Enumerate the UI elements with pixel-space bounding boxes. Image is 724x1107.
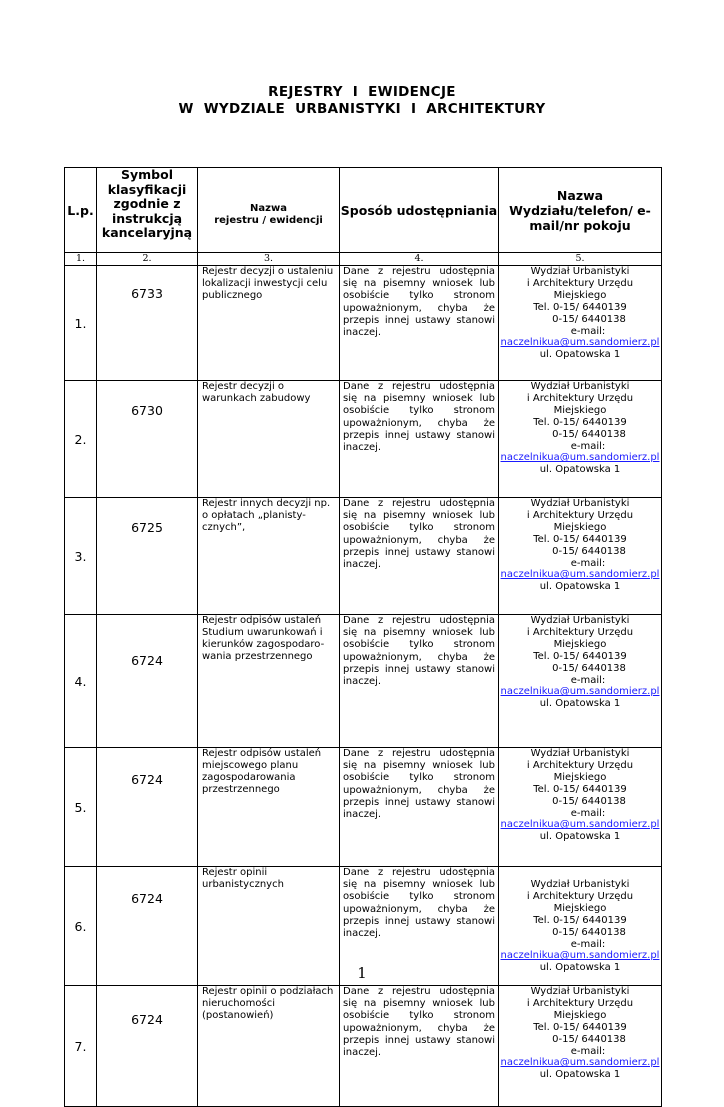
email-link[interactable]: naczelnikua@um.sandomierz.pl: [500, 569, 660, 581]
department-name-line-2: i Architektury Urzędu: [526, 997, 634, 1009]
row-lp-text: 5.: [74, 799, 87, 815]
email-label: e-mail:: [570, 674, 606, 686]
department-name-line-2: i Architektury Urzędu: [526, 890, 634, 902]
row-lp-text: 3.: [74, 548, 87, 564]
row-register-name: [198, 986, 340, 1107]
department-name-line-1: Wydział Urbanistyki: [530, 879, 630, 890]
row-symbol: [97, 615, 198, 748]
row-access-method-text: Dane z rejestru udostępnia się na pisemny wniosek lub osobiście tylko stronom upoważnionym, chyba że przepis innej ustawy stanowi inaczej.: [343, 986, 495, 1059]
row-symbol-text: 6724: [131, 891, 163, 906]
header-wydzial: Nazwa Wydziału/telefon/ e-mail/nr pokoju: [499, 168, 662, 253]
row-symbol-text: 6724: [131, 772, 163, 787]
phone-line-1: Tel. 0-15/ 6440139: [533, 416, 627, 428]
row-lp: [65, 381, 97, 498]
email-label: e-mail:: [570, 938, 606, 950]
department-name-line-2: i Architektury Urzędu: [526, 626, 634, 638]
row-symbol-text: 6733: [131, 286, 163, 301]
header-sposob: Sposób udostępniania: [340, 168, 499, 253]
row-lp-text: 4.: [74, 673, 87, 689]
department-name-line-2: i Architektury Urzędu: [526, 277, 634, 289]
email-label: e-mail:: [570, 557, 606, 569]
row-department-contact: [499, 748, 662, 867]
column-number: 3.: [198, 253, 340, 266]
column-number-row: [65, 253, 662, 266]
row-access-method-text: Dane z rejestru udostępnia się na pisemny wniosek lub osobiście tylko stronom upoważnionym, chyba że przepis innej ustawy stanowi inaczej.: [343, 266, 495, 339]
row-symbol: [97, 986, 198, 1107]
row-access-method: [340, 615, 499, 748]
row-lp-text: 7.: [74, 1038, 87, 1054]
row-symbol-text: 6724: [131, 1012, 163, 1027]
table-row: [65, 748, 662, 867]
row-register-name: [198, 748, 340, 867]
department-name-line-3: Miejskiego: [553, 521, 607, 533]
row-lp-text: 2.: [74, 431, 87, 447]
email-label: e-mail:: [570, 440, 606, 452]
row-symbol: [97, 266, 198, 381]
phone-line-2: 0-15/ 6440138: [552, 1033, 626, 1045]
phone-line-1: Tel. 0-15/ 6440139: [533, 1021, 627, 1033]
header-symbol: Symbol klasyfikacji zgodnie z instrukcją kancelaryjną: [97, 168, 198, 253]
department-name-line-1: Wydział Urbanistyki: [530, 748, 630, 759]
table-header-row: [65, 168, 662, 253]
department-name-line-1: Wydział Urbanistyki: [530, 381, 630, 392]
row-access-method: [340, 748, 499, 867]
row-access-method-text: Dane z rejestru udostępnia się na pisemny wniosek lub osobiście tylko stronom upoważnionym, chyba że przepis innej ustawy stanowi inaczej.: [343, 498, 495, 571]
header-nazwa-line-2: rejestru / ewidencji: [214, 215, 323, 226]
table-row: [65, 986, 662, 1107]
address: ul. Opatowska 1: [539, 962, 621, 974]
phone-line-1: Tel. 0-15/ 6440139: [533, 301, 627, 313]
phone-line-1: Tel. 0-15/ 6440139: [533, 783, 627, 795]
row-department-contact: [499, 498, 662, 615]
row-register-name-text: Rejestr odpisów ustaleń Studium uwarunkowań i kierunków zagospodaro-wania przestrzennego: [202, 615, 325, 662]
row-symbol: [97, 748, 198, 867]
column-number: 2.: [97, 253, 198, 266]
page-title-line-2: W WYDZIALE URBANISTYKI I ARCHITEKTURY: [178, 101, 546, 117]
header-lp: L.p.: [65, 168, 97, 253]
row-register-name: [198, 381, 340, 498]
row-register-name-text: Rejestr decyzji o warunkach zabudowy: [202, 381, 311, 404]
row-register-name-text: Rejestr decyzji o ustaleniu lokalizacji inwestycji celu publicznego: [202, 266, 334, 301]
row-access-method: [340, 498, 499, 615]
row-symbol-text: 6730: [131, 403, 163, 418]
department-name-line-1: Wydział Urbanistyki: [530, 266, 630, 277]
department-name-line-1: Wydział Urbanistyki: [530, 986, 630, 997]
email-link[interactable]: naczelnikua@um.sandomierz.pl: [500, 1057, 660, 1069]
page-title: [0, 84, 724, 118]
row-lp-text: 1.: [74, 315, 87, 331]
email-label: e-mail:: [570, 807, 606, 819]
page-title-line-1: REJESTRY I EWIDENCJE: [268, 84, 456, 100]
row-department-contact: [499, 266, 662, 381]
department-name-line-1: Wydział Urbanistyki: [530, 498, 630, 509]
address: ul. Opatowska 1: [539, 698, 621, 710]
row-register-name: [198, 266, 340, 381]
phone-line-1: Tel. 0-15/ 6440139: [533, 914, 627, 926]
column-number: 4.: [340, 253, 499, 266]
row-register-name-text: Rejestr opinii urbanistycznych: [202, 867, 284, 890]
row-lp-text: 6.: [74, 918, 87, 934]
row-register-name: [198, 615, 340, 748]
address: ul. Opatowska 1: [539, 581, 621, 593]
row-department-contact: [499, 986, 662, 1107]
address: ul. Opatowska 1: [539, 831, 621, 843]
table-row: [65, 381, 662, 498]
header-nazwa: [198, 168, 340, 253]
email-label: e-mail:: [570, 325, 606, 337]
email-link[interactable]: naczelnikua@um.sandomierz.pl: [500, 337, 660, 349]
department-name-line-1: Wydział Urbanistyki: [530, 615, 630, 626]
row-department-contact: [499, 381, 662, 498]
row-access-method-text: Dane z rejestru udostępnia się na pisemny wniosek lub osobiście tylko stronom upoważnionym, chyba że przepis innej ustawy stanowi inaczej.: [343, 615, 495, 688]
address: ul. Opatowska 1: [539, 464, 621, 476]
row-department-contact: [499, 615, 662, 748]
row-symbol: [97, 498, 198, 615]
row-lp: [65, 498, 97, 615]
page-number: 1: [357, 964, 367, 982]
phone-line-2: 0-15/ 6440138: [552, 795, 626, 807]
table-row: [65, 615, 662, 748]
row-lp: [65, 266, 97, 381]
phone-line-2: 0-15/ 6440138: [552, 662, 626, 674]
email-link[interactable]: naczelnikua@um.sandomierz.pl: [500, 686, 660, 698]
phone-line-2: 0-15/ 6440138: [552, 545, 626, 557]
department-name-line-2: i Architektury Urzędu: [526, 392, 634, 404]
email-link[interactable]: naczelnikua@um.sandomierz.pl: [500, 950, 660, 962]
department-name-line-3: Miejskiego: [553, 404, 607, 416]
row-lp: [65, 615, 97, 748]
department-name-line-3: Miejskiego: [553, 902, 607, 914]
row-register-name-text: Rejestr innych decyzji np. o opłatach „planisty-cznych”,: [202, 498, 331, 533]
phone-line-1: Tel. 0-15/ 6440139: [533, 533, 627, 545]
phone-line-2: 0-15/ 6440138: [552, 313, 626, 325]
row-register-name-text: Rejestr opinii o podziałach nieruchomości (postanowień): [202, 986, 334, 1021]
address: ul. Opatowska 1: [539, 1069, 621, 1081]
address: ul. Opatowska 1: [539, 349, 621, 361]
table-row: [65, 498, 662, 615]
email-label: e-mail:: [570, 1045, 606, 1057]
row-lp: [65, 748, 97, 867]
department-name-line-3: Miejskiego: [553, 771, 607, 783]
department-name-line-2: i Architektury Urzędu: [526, 759, 634, 771]
phone-line-1: Tel. 0-15/ 6440139: [533, 650, 627, 662]
row-register-name: [198, 498, 340, 615]
department-name-line-2: i Architektury Urzędu: [526, 509, 634, 521]
row-symbol: [97, 381, 198, 498]
row-symbol-text: 6724: [131, 653, 163, 668]
header-nazwa-line-1: Nazwa: [250, 203, 287, 214]
row-register-name-text: Rejestr odpisów ustaleń miejscowego planu zagospodarowania przestrzennego: [202, 748, 322, 795]
department-name-line-3: Miejskiego: [553, 638, 607, 650]
row-access-method: [340, 266, 499, 381]
department-name-line-3: Miejskiego: [553, 1009, 607, 1021]
email-link[interactable]: naczelnikua@um.sandomierz.pl: [500, 452, 660, 464]
row-access-method-text: Dane z rejestru udostępnia się na pisemny wniosek lub osobiście tylko stronom upoważnionym, chyba że przepis innej ustawy stanowi inaczej.: [343, 748, 495, 821]
department-name-line-3: Miejskiego: [553, 289, 607, 301]
phone-line-2: 0-15/ 6440138: [552, 926, 626, 938]
email-link[interactable]: naczelnikua@um.sandomierz.pl: [500, 819, 660, 831]
phone-line-2: 0-15/ 6440138: [552, 428, 626, 440]
row-access-method: [340, 986, 499, 1107]
table-row: [65, 266, 662, 381]
row-access-method: [340, 381, 499, 498]
column-number: 1.: [65, 253, 97, 266]
column-number: 5.: [499, 253, 662, 266]
row-lp: [65, 986, 97, 1107]
row-access-method-text: Dane z rejestru udostępnia się na pisemny wniosek lub osobiście tylko stronom upoważnionym, chyba że przepis innej ustawy stanowi inaczej.: [343, 867, 495, 940]
row-access-method-text: Dane z rejestru udostępnia się na pisemny wniosek lub osobiście tylko stronom upoważnionym, chyba że przepis innej ustawy stanowi inaczej.: [343, 381, 495, 454]
row-symbol-text: 6725: [131, 520, 163, 535]
